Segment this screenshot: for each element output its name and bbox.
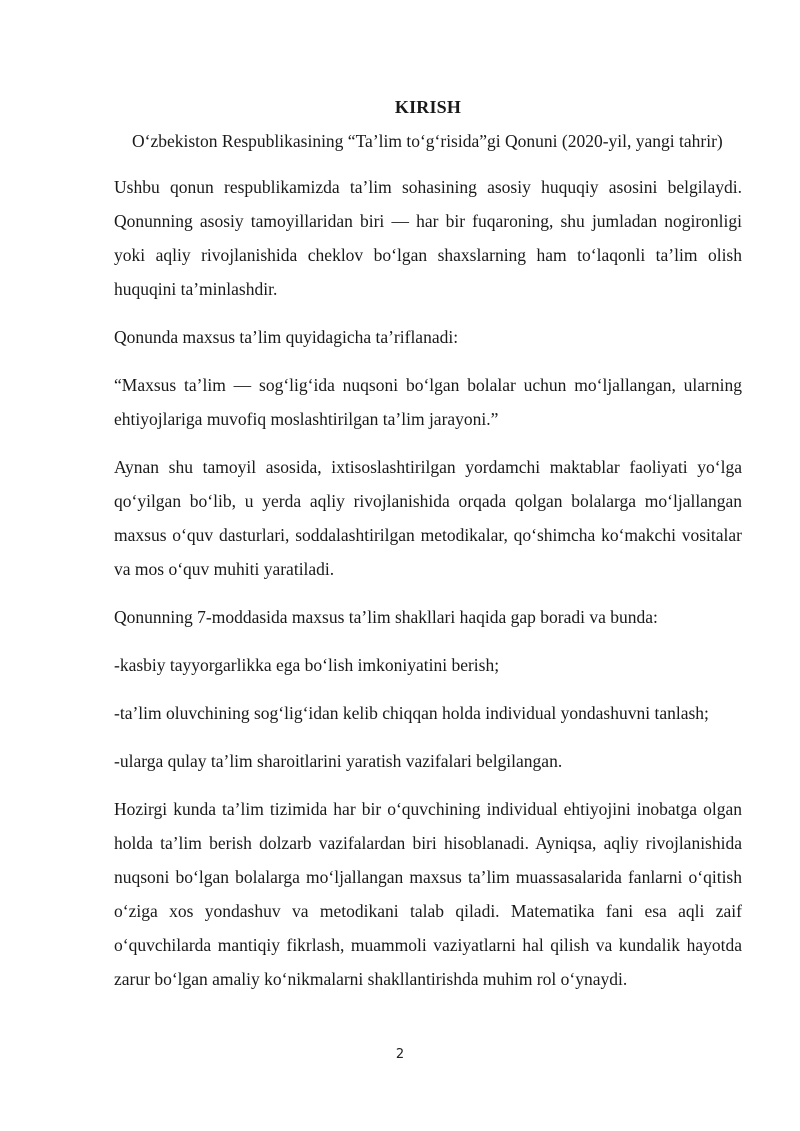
page-number: 2 (395, 1047, 405, 1062)
law-reference-paragraph: O‘zbekiston Respublikasining “Ta’lim to‘g‘risida”gi Qonuni (2020-yil, yangi tahrir) (132, 131, 723, 151)
document-page (114, 94, 742, 1010)
law-basis-paragraph: Ushbu qonun respublikamizda ta’lim sohasining asosiy huquqiy asosini belgilaydi. Qonunning asosiy tamoyillaridan biri — har bir fuqaroning, shu jumladan nogironligi yoki aqliy rivojlanishida cheklov bo‘lgan shaxslarning ham to‘laqonli ta’lim olish huquqini ta’minlashdir. (114, 177, 742, 299)
section-title: KIRISH (394, 97, 462, 117)
definition-intro-paragraph: Qonunda maxsus ta’lim quyidagicha ta’riflanadi: (114, 327, 459, 347)
mathematics-paragraph: Hozirgi kunda ta’lim tizimida har bir o‘quvchining individual ehtiyojini inobatga olgan holda ta’lim berish dolzarb vazifalardan biri hisoblanadi. Ayniqsa, aqliy rivojlanishida nuqsoni bo‘lgan bolalarga mo‘ljallangan maxsus ta’lim muassasalarida fanlarni o‘qitish o‘ziga xos yondashuv va metodikani talab qiladi. Matematika fani esa aqli zaif o‘quvchilarda mantiqiy fikrlash, muammoli vaziyatlarni hal qilish va kundalik hayotda zarur bo‘lgan amaliy ko‘nikmalarni shakllantirishda muhim rol o‘ynaydi. (114, 799, 742, 989)
list-item: -kasbiy tayyorgarlikka ega bo‘lish imkoniyatini berish; (114, 655, 500, 675)
list-item: -ularga qulay ta’lim sharoitlarini yaratish vazifalari belgilangan. (114, 751, 563, 771)
special-schools-paragraph: Aynan shu tamoyil asosida, ixtisoslashtirilgan yordamchi maktablar faoliyati yo‘lga qo‘yilgan bo‘lib, u yerda aqliy rivojlanishida orqada qolgan bolalarga mo‘ljallangan maxsus o‘quv dasturlari, soddalashtirilgan metodikalar, qo‘shimcha ko‘makchi vositalar va mos o‘quv muhiti yaratiladi. (114, 457, 742, 579)
article-7-paragraph: Qonunning 7-moddasida maxsus ta’lim shakllari haqida gap boradi va bunda: (114, 607, 658, 627)
list-item: -ta’lim oluvchining sog‘lig‘idan kelib chiqqan holda individual yondashuvni tanlash; (114, 703, 709, 723)
definition-quote-paragraph: “Maxsus ta’lim — sog‘lig‘ida nuqsoni bo‘lgan bolalar uchun mo‘ljallangan, ularning ehtiyojlariga muvofiq moslashtirilgan ta’lim jarayoni.” (114, 375, 742, 429)
